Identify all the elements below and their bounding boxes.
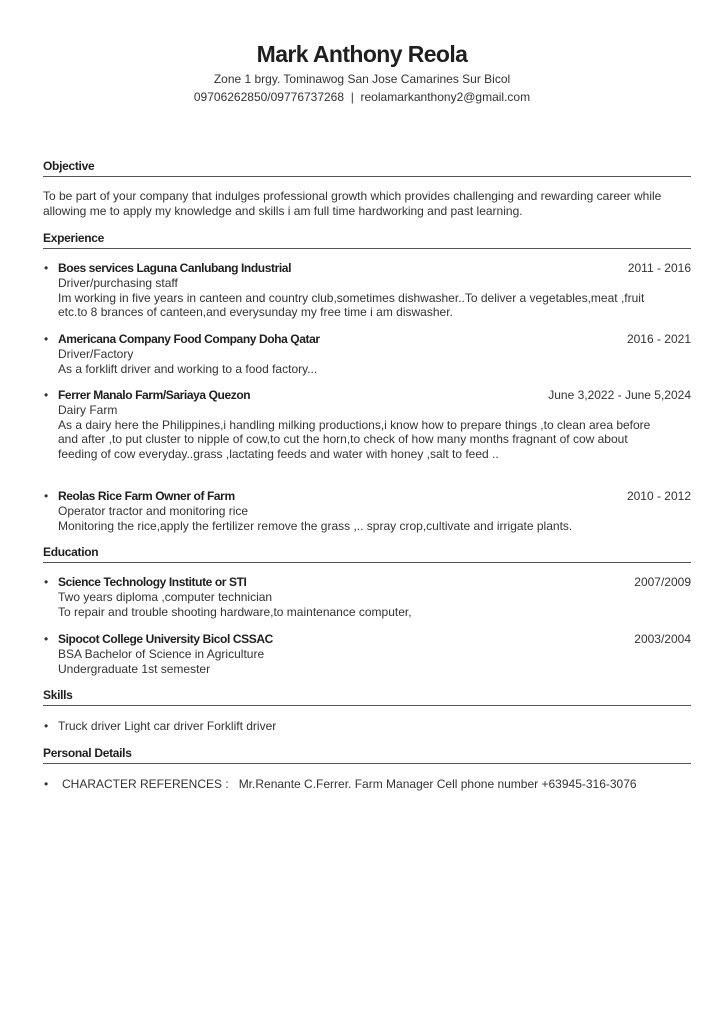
contact-line [0,88,724,106]
objective-text: To be part of your company that indulges professional growth which provides challenging and rewarding career while allowing me to apply my knowledge and skills i am full time hardworking and past learning. [43,189,662,218]
entry-date: 2010 - 2012 [626,489,691,503]
experience-entry [43,388,691,461]
experience-heading: Experience [43,231,691,249]
candidate-name: Mark Anthony Reola [256,41,468,67]
experience-entry [43,332,691,376]
entry-role: BSA Bachelor of Science in Agriculture [58,647,265,661]
entry-description-line: feeding of cow everyday..grass ,lactating feeds and water with honey ,salt to feed .. [58,446,499,461]
bullet-icon: • [44,261,49,275]
entry-title: Ferrer Manalo Farm/Sariaya Quezon [58,388,251,402]
bullet-icon: • [44,777,49,791]
personal-details-heading: Personal Details [43,746,691,764]
candidate-address: Zone 1 brgy. Tominawog San Jose Camarines Sur Bicol [213,72,511,86]
education-entry [43,575,691,619]
skills-heading: Skills [43,688,691,706]
entry-description-line: As a dairy here the Philippines,i handling milking productions,i know how to prepare things ,to clean area before [58,417,651,432]
resume-header [0,40,724,106]
skills-text: Truck driver Light car driver Forklift driver [58,719,277,733]
entry-description-line: Undergraduate 1st semester [58,661,211,676]
bullet-icon: • [44,388,49,402]
entry-role: Driver/Factory [58,347,134,361]
entry-date: 2016 - 2021 [626,332,691,346]
entry-date: 2011 - 2016 [627,261,691,275]
phone-numbers: 09706262850/09776737268 [193,90,345,104]
skills-item [43,719,691,734]
entry-title: Boes services Laguna Canlubang Industrial [58,261,291,275]
entry-date: 2003/2004 [634,632,691,646]
entry-role: Dairy Farm [58,403,118,417]
entry-date: 2007/2009 [634,575,691,589]
education-entry [43,632,691,676]
experience-entry [43,489,691,533]
entry-title: Americana Company Food Company Doha Qatar [58,332,320,346]
objective-heading: Objective [43,159,691,177]
entry-description-line: Monitoring the rice,apply the fertilizer remove the grass ,.. spray crop,cultivate and irrigate plants. [58,518,573,533]
bullet-icon: • [44,575,49,589]
education-heading: Education [43,545,691,563]
entry-description-line: To repair and trouble shooting hardware,to maintenance computer, [58,604,412,619]
character-references-text: CHARACTER REFERENCES : Mr.Renante C.Ferrer. Farm Manager Cell phone number +63945-316-3076 [62,777,637,791]
entry-role: Two years diploma ,computer technician [58,590,273,604]
bullet-icon: • [44,332,49,346]
bullet-icon: • [44,719,49,733]
entry-title: Sipocot College University Bicol CSSAC [58,632,273,646]
contact-separator: | [350,90,354,104]
entry-role: Operator tractor and monitoring rice [58,504,249,518]
entry-title: Reolas Rice Farm Owner of Farm [58,489,235,503]
personal-details-item [43,777,691,792]
entry-description-line: etc.to 8 brances of canteen,and everysunday my free time i am diswasher. [58,305,453,319]
entry-description-line: and after ,to put cluster to nipple of cow,to cut the horn,to check of how many months fragnant of cow about [58,432,628,446]
entry-description-line: Im working in five years in canteen and country club,sometimes dishwasher..To deliver a vegetables,meat ,fruit [58,290,645,305]
email-address: reolamarkanthony2@gmail.com [360,90,531,104]
bullet-icon: • [44,632,49,646]
entry-description-line: As a forklift driver and working to a food factory... [58,361,318,376]
entry-date: June 3,2022 - June 5,2024 [548,388,691,402]
bullet-icon: • [44,489,49,503]
experience-entry [43,261,691,320]
entry-title: Science Technology Institute or STI [58,575,247,589]
entry-role: Driver/purchasing staff [58,276,178,290]
